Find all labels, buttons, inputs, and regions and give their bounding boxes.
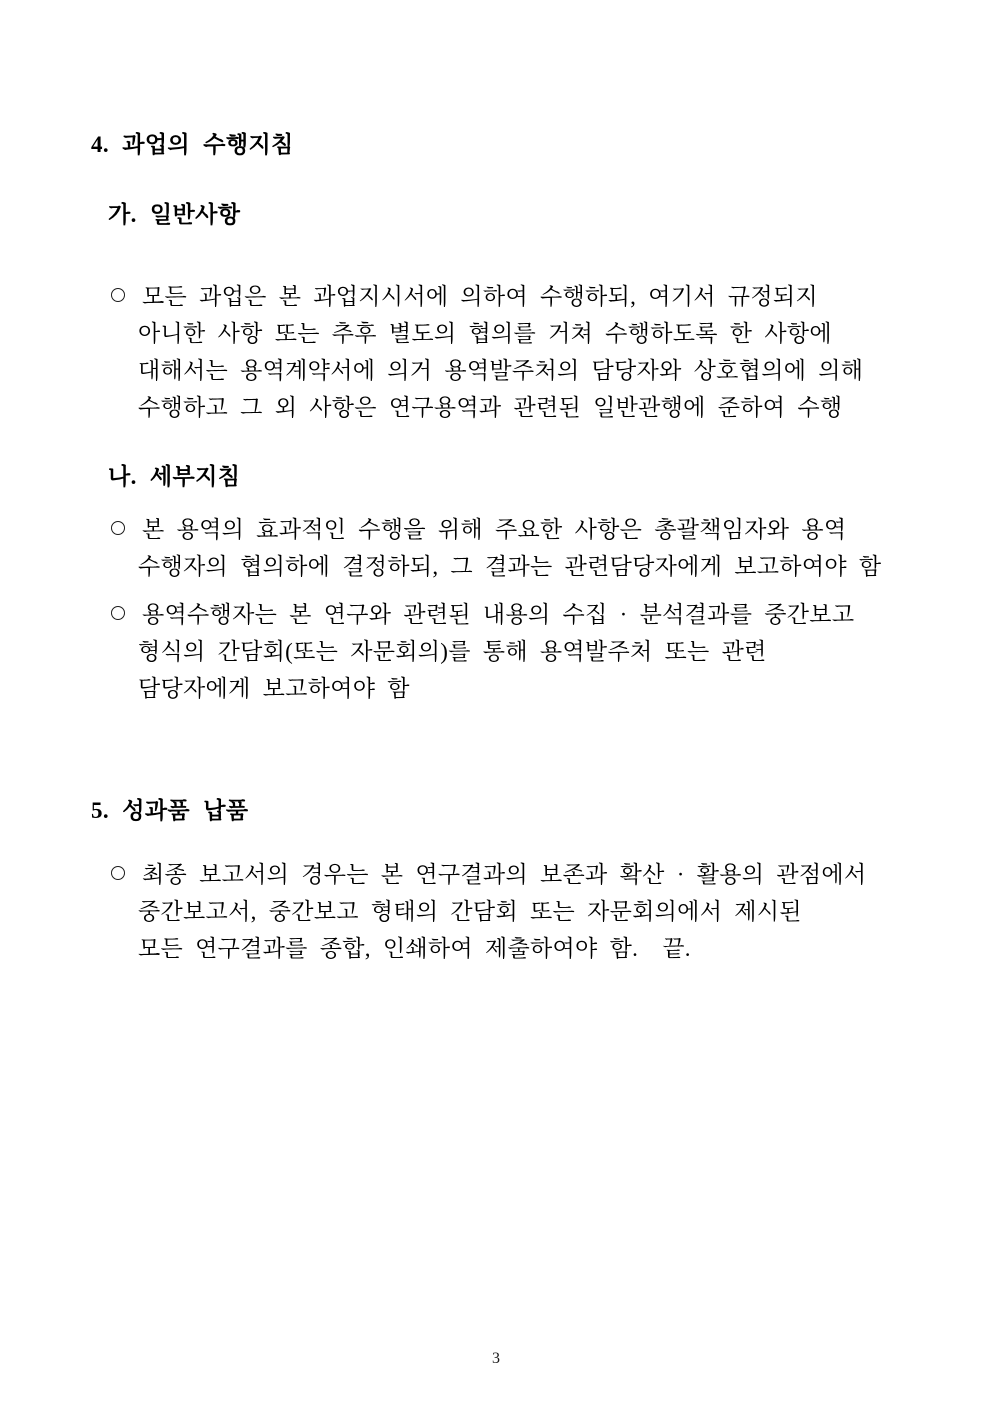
bullet-item-detail-1 — [138, 511, 881, 585]
section-5-heading: 5. 성과품 납품 — [91, 798, 249, 823]
bullet-line: 모든 과업은 본 과업지시서에 의하여 수행하되, 여기서 규정되지 — [142, 284, 818, 309]
bullet-circle-icon — [111, 606, 125, 620]
subsection-na-heading: 나. 세부지침 — [108, 464, 241, 489]
bullet-item-detail-2 — [138, 596, 854, 707]
bullet-item-deliverable-1 — [138, 856, 866, 967]
subsection-ga-heading: 가. 일반사항 — [108, 202, 241, 227]
page-number: 3 — [492, 1350, 500, 1367]
section-4-heading: 4. 과업의 수행지침 — [91, 132, 294, 157]
bullet-line: 담당자에게 보고하여야 함 — [138, 676, 410, 701]
bullet-line: 중간보고서, 중간보고 형태의 간담회 또는 자문회의에서 제시된 — [138, 899, 802, 924]
bullet-line: 대해서는 용역계약서에 의거 용역발주처의 담당자와 상호협의에 의해 — [138, 358, 864, 383]
bullet-line: 본 용역의 효과적인 수행을 위해 주요한 사항은 총괄책임자와 용역 — [142, 517, 847, 542]
bullet-line: 형식의 간담회(또는 자문회의)를 통해 용역발주처 또는 관련 — [138, 639, 767, 664]
bullet-line: 아니한 사항 또는 추후 별도의 협의를 거쳐 수행하도록 한 사항에 — [138, 321, 832, 346]
bullet-item-general-1 — [138, 278, 863, 426]
bullet-line: 수행하고 그 외 사항은 연구용역과 관련된 일반관행에 준하여 수행 — [138, 395, 843, 420]
bullet-circle-icon — [111, 866, 125, 880]
bullet-circle-icon — [111, 521, 125, 535]
bullet-line: 모든 연구결과를 종합, 인쇄하여 제출하여야 함. 끝. — [138, 936, 691, 961]
bullet-line: 최종 보고서의 경우는 본 연구결과의 보존과 확산 · 활용의 관점에서 — [142, 862, 867, 887]
bullet-line: 용역수행자는 본 연구와 관련된 내용의 수집 · 분석결과를 중간보고 — [142, 602, 855, 627]
bullet-circle-icon — [111, 288, 125, 302]
bullet-line: 수행자의 협의하에 결정하되, 그 결과는 관련담당자에게 보고하여야 함 — [138, 554, 882, 579]
